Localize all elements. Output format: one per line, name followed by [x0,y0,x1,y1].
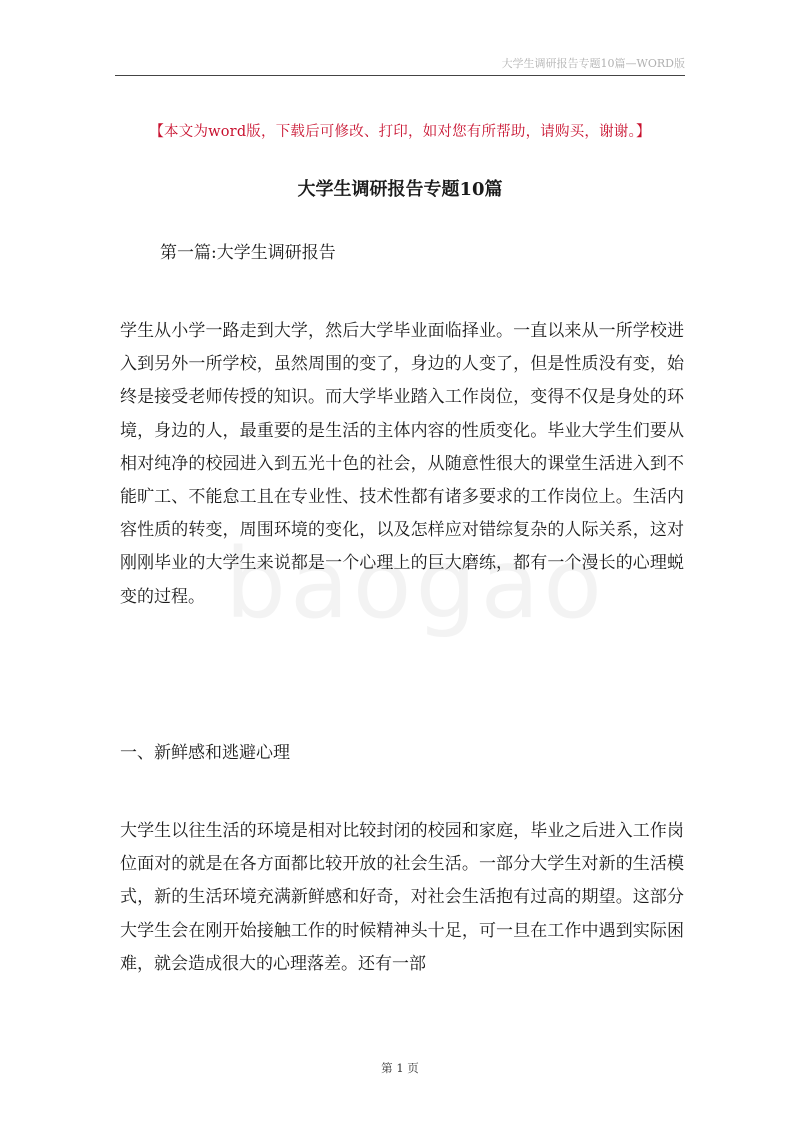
header-divider [115,75,685,76]
body-paragraph: 大学生以往生活的环境是相对比较封闭的校园和家庭，毕业之后进入工作岗位面对的就是在各方面都比较开放的社会生活。一部分大学生对新的生活模式，新的生活环境充满新鲜感和好奇，对社会生活抱有过高的期望。这部分大学生会在刚开始接触工作的时候精神头十足，可一旦在工作中遇到实际困难，就会造成很大的心理落差。还有一部 [120,821,684,974]
document-title: 大学生调研报告专题10篇 [297,179,503,200]
subheading: 一、新鲜感和逃避心理 [120,743,290,763]
purchase-notice: 【本文为word版，下载后可修改、打印，如对您有所帮助，请购买，谢谢。】 [149,124,651,140]
intro-paragraph: 学生从小学一路走到大学，然后大学毕业面临择业。一直以来从一所学校进入到另外一所学校，虽然周围的变了，身边的人变了，但是性质没有变，始终是接受老师传授的知识。而大学毕业踏入工作岗位，变得不仅是身处的环境，身边的人，最重要的是生活的主体内容的性质变化。毕业大学生们要从相对纯净的校园进入到五光十色的社会，从随意性很大的课堂生活进入到不能旷工、不能怠工且在专业性、技术性都有诸多要求的工作岗位上。生活内容性质的转变，周围环境的变化，以及怎样应对错综复杂的人际关系，这对刚刚毕业的大学生来说都是一个心理上的巨大磨练，都有一个漫长的心理蜕变的过程。 [120,321,684,607]
section-heading: 第一篇:大学生调研报告 [160,243,336,263]
running-header: 大学生调研报告专题10篇—WORD版 [501,57,685,70]
page-number: 第 1 页 [381,1061,419,1075]
